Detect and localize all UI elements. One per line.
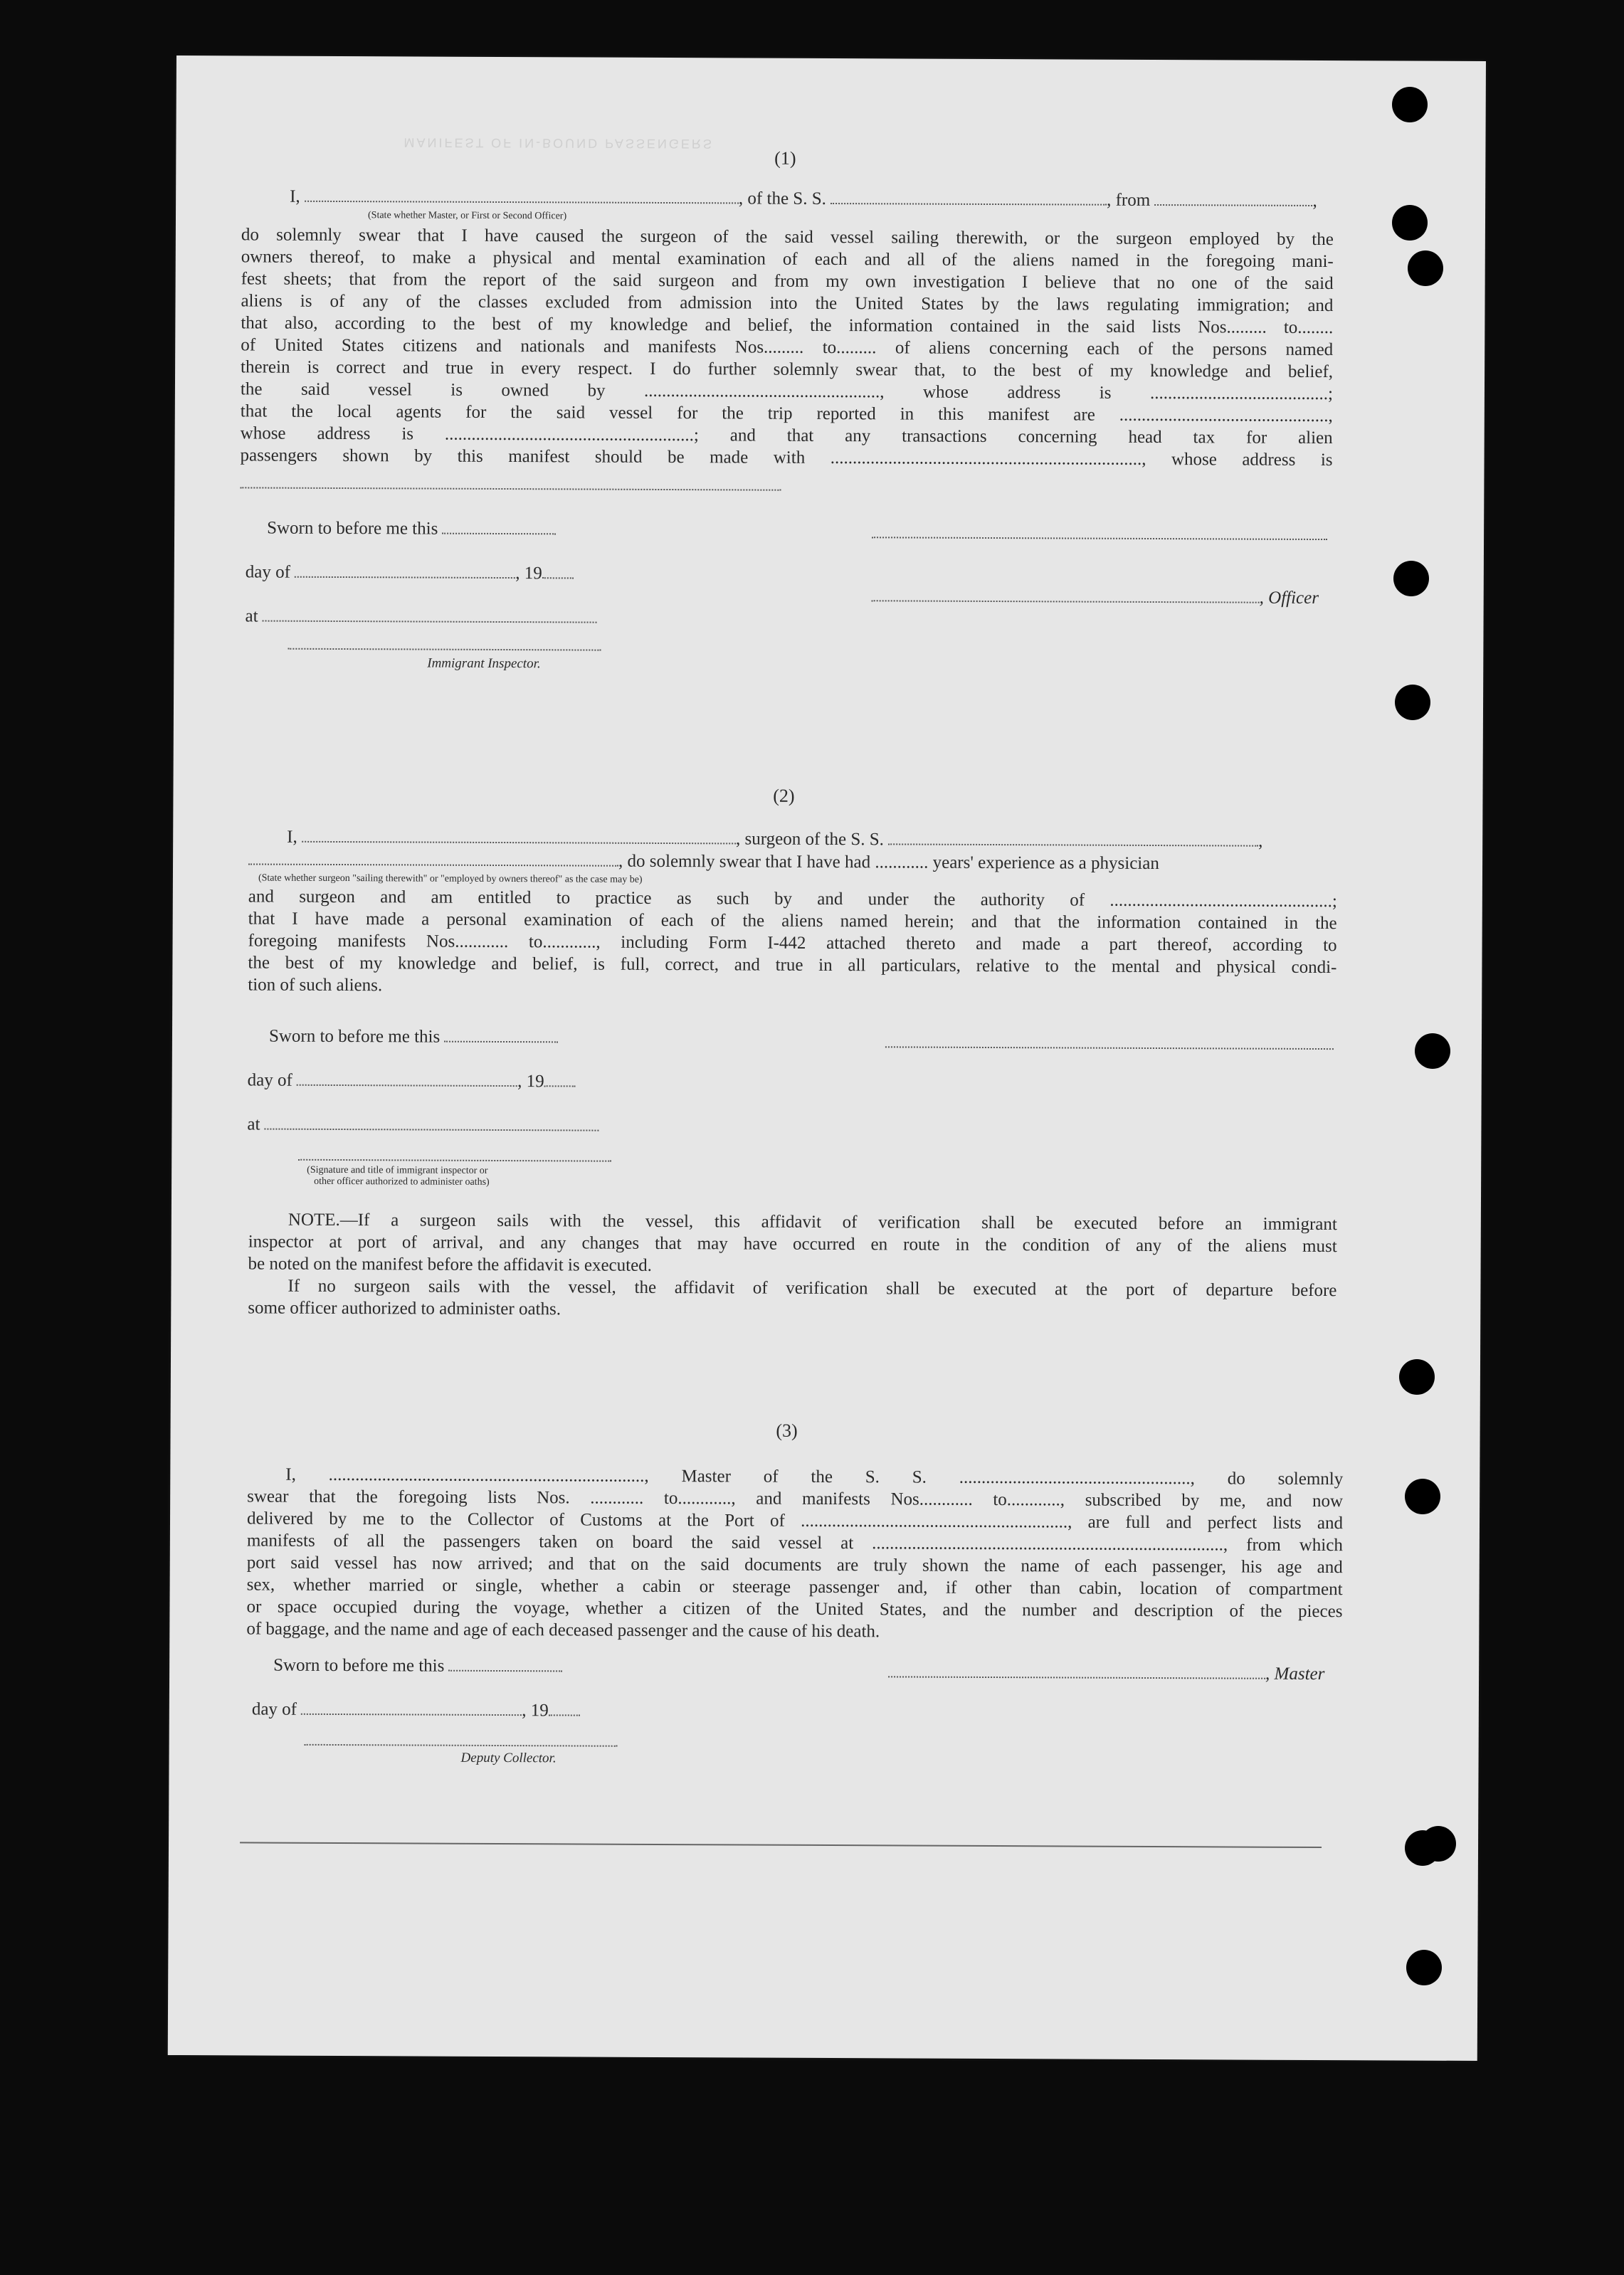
section-1-caption: (State whether Master, or First or Second Officer) bbox=[367, 210, 567, 222]
section-2-line: the best of my knowledge and belief, is full, correct, and true in all particulars, relative to the mental and physical condi- bbox=[248, 953, 1337, 978]
section-1-line: aliens is of any of the classes excluded from admission into the United States by the laws regulating immigration; and bbox=[241, 291, 1334, 316]
section-2-line-2: , do solemnly swear that I have had ............ years' experience as a physician bbox=[248, 848, 1159, 875]
punch-hole bbox=[1392, 87, 1428, 122]
section-1-officer-signature-line-1 bbox=[872, 537, 1327, 540]
note-line: NOTE.—If a surgeon sails with the vessel, this affidavit of verification shall be executed before an immigrant bbox=[288, 1210, 1337, 1235]
section-3-line: manifests of all the passengers taken on board the said vessel at ..............................................................................., from which bbox=[246, 1531, 1343, 1556]
section-3-body bbox=[246, 1463, 1343, 1645]
section-3-day-of: day of , 19 bbox=[252, 1698, 580, 1721]
punch-hole bbox=[1395, 685, 1430, 720]
section-3-line: or space occupied during the voyage, whether a citizen of the United States, and the number and description of the pieces bbox=[246, 1597, 1343, 1622]
section-2-caption: (State whether surgeon "sailing therewith" or "employed by owners thereof" as the case may be) bbox=[258, 872, 643, 885]
section-1-line: the said vessel is owned by ....................................................., whose address is ........................................; bbox=[240, 379, 1333, 404]
punch-hole bbox=[1408, 250, 1443, 286]
section-1-body bbox=[240, 223, 1333, 471]
section-1-line: therein is correct and true in every respect. I do further solemnly swear that, to the best of my knowledge and belief, bbox=[241, 357, 1334, 382]
punch-hole bbox=[1405, 1479, 1440, 1514]
section-3-line: of baggage, and the name and age of each deceased passenger and the cause of his death. bbox=[246, 1619, 880, 1642]
section-2-line-1: I, , surgeon of the S. S. , bbox=[287, 827, 1263, 851]
section-3-line: swear that the foregoing lists Nos. ............ to............, and manifests Nos............ to............, subscribed by me, and now bbox=[247, 1487, 1344, 1511]
section-3-master: , Master bbox=[888, 1661, 1324, 1685]
section-3-number: (3) bbox=[776, 1420, 798, 1441]
section-2-signature-line bbox=[885, 1046, 1334, 1050]
section-2-body bbox=[248, 885, 1337, 1001]
section-2-sig-caption-1: (Signature and title of immigrant inspector or bbox=[307, 1164, 488, 1176]
bleed-through-text: MANIFEST OF IN-BOUND PASSENGERS bbox=[404, 135, 714, 152]
section-2-day-of: day of , 19 bbox=[248, 1069, 576, 1092]
section-1-line: of United States citizens and nationals and manifests Nos......... to......... of aliens concerning each of the persons named bbox=[241, 335, 1334, 360]
punch-hole bbox=[1392, 205, 1428, 241]
section-2-sig-caption-2: other officer authorized to administer oaths) bbox=[314, 1176, 490, 1188]
note-line: some officer authorized to administer oaths. bbox=[248, 1298, 561, 1319]
section-3-sworn: Sworn to before me this bbox=[273, 1654, 563, 1678]
section-1-address-line bbox=[240, 487, 781, 490]
section-1-line: do solemnly swear that I have caused the surgeon of the said vessel sailing therewith, or the surgeon employed by the bbox=[241, 225, 1334, 250]
document-page bbox=[168, 56, 1486, 2061]
section-2-line: foregoing manifests Nos............ to............, including Form I-442 attached thereto and made a part thereof, according to bbox=[248, 931, 1337, 956]
section-1-line: that also, according to the best of my knowledge and belief, the information contained in the said lists Nos......... to........ bbox=[241, 313, 1334, 338]
section-1-line: whose address is ........................................................; and that any transactions concerning head tax for alien bbox=[240, 423, 1333, 448]
section-3-line: port said vessel has now arrived; and that on the said documents are truly shown the name of each passenger, his age and bbox=[246, 1553, 1343, 1578]
section-1-line: that the local agents for the said vessel for the trip reported in this manifest are ..............................................., bbox=[240, 401, 1333, 426]
section-1-inspector-signature-line bbox=[288, 648, 601, 651]
section-2-inspector-signature-line bbox=[298, 1159, 611, 1162]
section-3-deputy-title: Deputy Collector. bbox=[460, 1750, 557, 1766]
section-1-line: fest sheets; that from the report of the said surgeon and from my own investigation I believe that no one of the said bbox=[241, 269, 1334, 294]
section-2-sworn: Sworn to before me this bbox=[269, 1025, 559, 1049]
section-1-line: owners thereof, to make a physical and mental examination of each and all of the aliens named in the foregoing mani- bbox=[241, 247, 1334, 272]
bottom-rule bbox=[240, 1842, 1322, 1848]
section-1-at: at bbox=[245, 605, 596, 628]
section-1-line: passengers shown by this manifest should be made with ......................................................................, whose address is bbox=[240, 445, 1333, 470]
section-3-line: delivered by me to the Collector of Customs at the Port of ............................................................, are full and perfect lists and bbox=[246, 1509, 1344, 1534]
punch-hole bbox=[1393, 561, 1429, 596]
section-2-line: that I have made a personal examination of each of the aliens named herein; and that the information contained in the bbox=[248, 909, 1337, 934]
section-2-number: (2) bbox=[773, 785, 795, 806]
section-2-line: tion of such aliens. bbox=[248, 975, 383, 996]
section-1-sworn: Sworn to before me this bbox=[267, 517, 557, 541]
section-1-line-1: I, , of the S. S. , from , bbox=[290, 186, 1317, 211]
note-line: inspector at port of arrival, and any changes that may have occurred en route in the condition of any of the aliens must bbox=[248, 1232, 1337, 1257]
section-2-at: at bbox=[247, 1113, 599, 1136]
punch-hole bbox=[1420, 1826, 1456, 1862]
note-line: If no surgeon sails with the vessel, the affidavit of verification shall be executed at the port of departure before bbox=[288, 1276, 1337, 1301]
section-2-note bbox=[248, 1208, 1337, 1324]
section-3-line: sex, whether married or single, whether a cabin or steerage passenger and, if other than cabin, location of compartment bbox=[246, 1575, 1343, 1600]
note-line: be noted on the manifest before the affidavit is executed. bbox=[248, 1254, 653, 1275]
section-3-deputy-signature-line bbox=[305, 1744, 618, 1747]
section-3-line: I, ......................................................................., Master of the S. S. ...................................................., do solemnly bbox=[285, 1464, 1344, 1489]
section-1-inspector-title: Immigrant Inspector. bbox=[427, 655, 541, 672]
section-2-line: and surgeon and am entitled to practice as such by and under the authority of ..................................................; bbox=[248, 887, 1337, 912]
section-1-day-of: day of , 19 bbox=[246, 561, 574, 584]
punch-hole bbox=[1406, 1950, 1442, 1985]
section-1-officer: , Officer bbox=[872, 585, 1319, 609]
punch-hole bbox=[1399, 1359, 1435, 1395]
section-1-number: (1) bbox=[774, 147, 796, 169]
punch-hole bbox=[1415, 1033, 1450, 1069]
